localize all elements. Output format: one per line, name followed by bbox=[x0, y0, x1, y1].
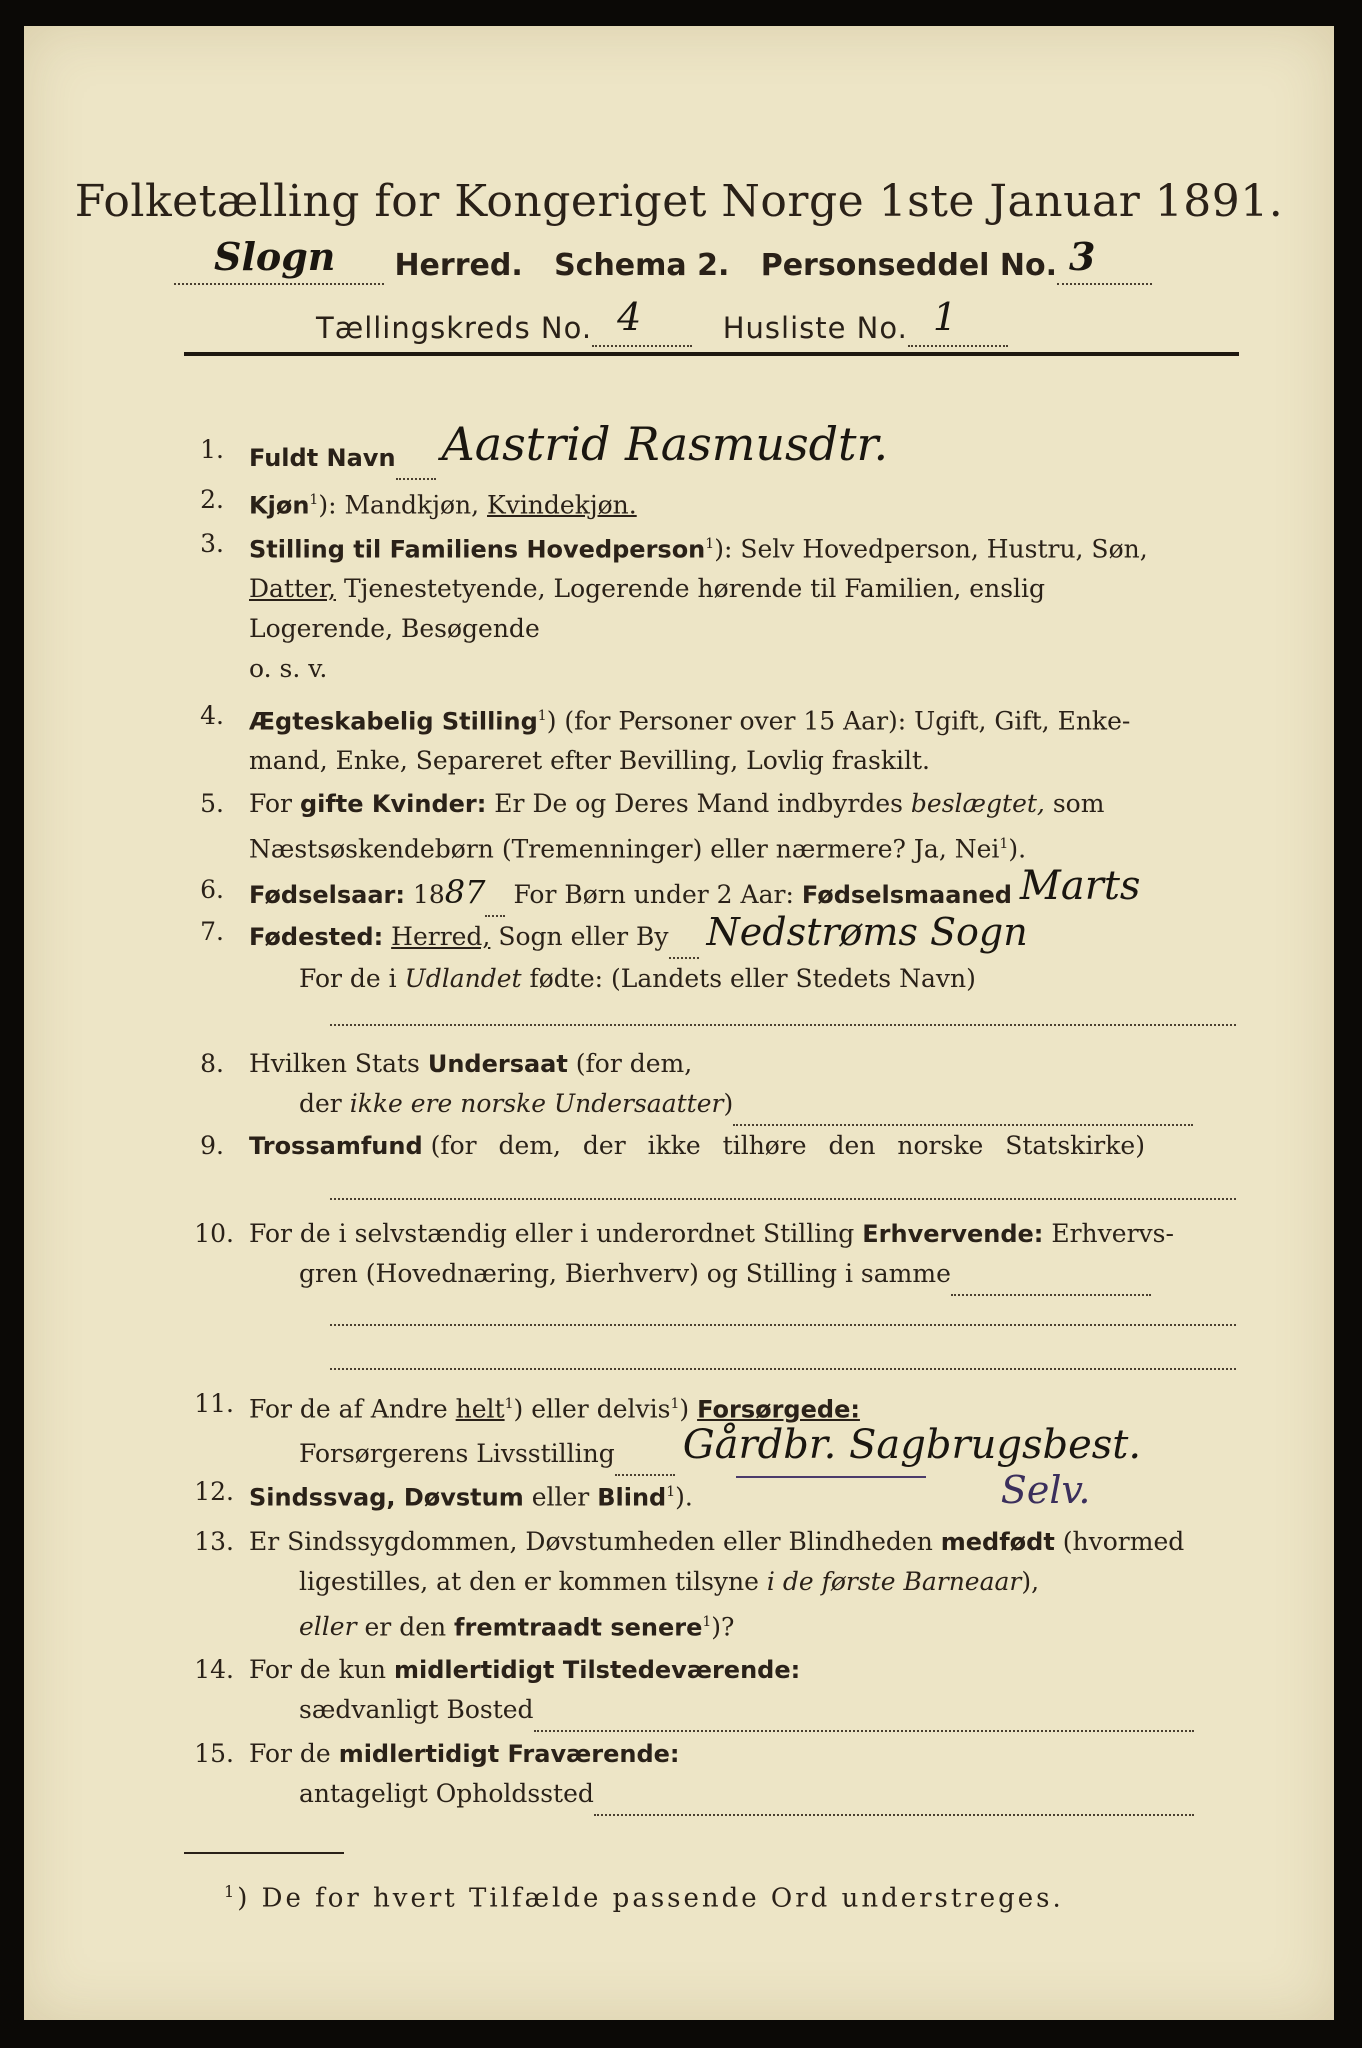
q12-label: Sindssvag, Døvstum bbox=[249, 1483, 524, 1512]
q4-label: Ægteskabelig Stilling bbox=[249, 707, 538, 736]
herred-value: Slogn bbox=[214, 234, 336, 279]
header-rule bbox=[184, 352, 1239, 356]
q9-text: (for dem, der ikke tilhøre den norske Statskirke) bbox=[430, 1131, 1145, 1160]
q6-year-prefix: 18 bbox=[412, 880, 445, 909]
q13-text2-italic: i de første Barneaar bbox=[766, 1567, 1022, 1596]
herred-label: Herred. bbox=[394, 248, 523, 283]
q3-number: 3. bbox=[200, 529, 224, 558]
q8-text2-italic: ikke ere norske Undersaatter bbox=[349, 1089, 724, 1118]
q2-number: 2. bbox=[200, 485, 224, 514]
q11-text-a: For de af Andre bbox=[249, 1394, 448, 1424]
q12-answer: Selv. bbox=[1000, 1468, 1091, 1513]
q2-text: ): Mandkjøn, bbox=[318, 490, 480, 520]
q11-footnote-mark-2: 1 bbox=[670, 1396, 680, 1412]
q5-text-som: som bbox=[1052, 789, 1105, 818]
q5-number: 5. bbox=[200, 789, 224, 818]
q15-text-a: For de bbox=[249, 1739, 331, 1768]
q1-number: 1. bbox=[200, 435, 224, 464]
q1-label: Fuldt Navn bbox=[249, 444, 396, 472]
q5-label: gifte Kvinder: bbox=[299, 790, 487, 818]
q7-text2-c: fødte: (Landets eller Stedets Navn) bbox=[529, 964, 976, 993]
q14-text-a: For de kun bbox=[249, 1655, 387, 1684]
q3-label: Stilling til Familiens Hovedperson bbox=[249, 535, 706, 564]
q13-number: 13. bbox=[194, 1527, 234, 1556]
q11-label: Forsørgede: bbox=[697, 1395, 860, 1424]
q10-text-a: For de i selvstændig eller i underordnet Stilling bbox=[249, 1219, 855, 1248]
q2-option-kvindekjon: Kvindekjøn. bbox=[487, 490, 637, 520]
q3-footnote-mark: 1 bbox=[705, 536, 715, 552]
q4-footnote-mark: 1 bbox=[537, 708, 547, 724]
q4-text-line2: mand, Enke, Separeret efter Bevilling, Lovlig fraskilt. bbox=[249, 746, 930, 776]
footnote-text: ) De for hvert Tilfælde passende Ord understreges. bbox=[237, 1883, 1064, 1914]
q3-text-line3: Logerende, Besøgende bbox=[249, 614, 540, 644]
personseddel-value: 3 bbox=[1069, 234, 1096, 279]
q7-answer-birthplace: Nedstrøms Sogn bbox=[706, 910, 1028, 954]
q15-text-line2: antageligt Opholdssted bbox=[299, 1779, 594, 1808]
q6-year-value: 87 bbox=[444, 873, 486, 911]
q14-number: 14. bbox=[194, 1655, 234, 1684]
q13-text2-a: ligestilles, at den er kommen tilsyne bbox=[299, 1567, 759, 1596]
q4-number: 4. bbox=[200, 701, 224, 730]
footnote bbox=[224, 1882, 1064, 1914]
q11-text-c: ) bbox=[679, 1394, 690, 1424]
q13-label-fremtraadt: fremtraadt senere bbox=[454, 1613, 703, 1642]
q10-text-b: Erhvervs- bbox=[1051, 1219, 1174, 1248]
q11-text-b: ) eller delvis bbox=[513, 1394, 671, 1424]
q11-number: 11. bbox=[194, 1389, 234, 1418]
q8-text2-c: ) bbox=[723, 1089, 734, 1118]
q1-answer-name: Aastrid Rasmusdtr. bbox=[441, 417, 889, 471]
q12-text: eller bbox=[531, 1482, 590, 1512]
q6-number: 6. bbox=[200, 875, 224, 904]
q4-text-line1: ) (for Personer over 15 Aar): Ugift, Gift, Enke- bbox=[546, 706, 1131, 736]
q10-blank-line-1 bbox=[330, 1324, 1236, 1326]
q6-label: Fødselsaar: bbox=[249, 881, 405, 909]
q13-text3-c: )? bbox=[711, 1612, 735, 1642]
q12-number: 12. bbox=[194, 1477, 234, 1506]
q13-text-b: (hvormed bbox=[1062, 1527, 1185, 1556]
herred-line bbox=[174, 234, 1152, 285]
q12-footnote-mark: 1 bbox=[666, 1484, 676, 1500]
q10-blank-line-2 bbox=[330, 1368, 1236, 1370]
kreds-line bbox=[316, 295, 1008, 347]
q11-option-helt: helt bbox=[455, 1394, 505, 1424]
q10-label: Erhvervende: bbox=[862, 1220, 1044, 1248]
q5-text-beslaegtet: beslægtet, bbox=[910, 789, 1045, 818]
q15-number: 15. bbox=[194, 1739, 234, 1768]
q13-text3-b: er den bbox=[364, 1612, 447, 1642]
q5-footnote-mark: 1 bbox=[999, 836, 1009, 852]
q10-text-line2: gren (Hovednæring, Bierhverv) og Stilling i samme bbox=[299, 1259, 951, 1288]
q14-text-line2: sædvanligt Bosted bbox=[299, 1695, 534, 1724]
q14-label: midlertidigt Tilstedeværende: bbox=[393, 1656, 801, 1684]
q13-text3-eller: eller bbox=[299, 1612, 357, 1642]
q7-label: Fødested: bbox=[249, 923, 384, 951]
q7-text2-udlandet: Udlandet bbox=[404, 964, 522, 993]
q7-number: 7. bbox=[200, 917, 224, 946]
q7-blank-line bbox=[330, 1024, 1236, 1026]
husliste-label: Husliste No. bbox=[722, 311, 908, 345]
q11-text-line2: Forsørgerens Livsstilling bbox=[299, 1439, 615, 1469]
q5-text-end: ). bbox=[1008, 834, 1027, 864]
q8-text-b: (for dem, bbox=[575, 1049, 693, 1078]
q7-option-herred: Herred, bbox=[391, 922, 491, 951]
q9-label: Trossamfund bbox=[249, 1132, 423, 1160]
q5-text-line2: Næstsøskendebørn (Tremenninger) eller nærmere? Ja, Nei bbox=[249, 834, 1000, 864]
q3-text-line4: o. s. v. bbox=[249, 654, 328, 684]
q6-text: For Børn under 2 Aar: bbox=[513, 880, 794, 909]
q9-blank-line bbox=[330, 1198, 1236, 1200]
q7-text2-a: For de i bbox=[299, 964, 397, 993]
q3-text-line1: ): Selv Hovedperson, Hustru, Søn, bbox=[714, 534, 1148, 564]
q8-text-a: Hvilken Stats bbox=[249, 1049, 420, 1078]
q3-option-datter: Datter, bbox=[249, 574, 336, 604]
q7-text: Sogn eller By bbox=[498, 922, 669, 951]
q15-label: midlertidigt Fraværende: bbox=[338, 1740, 680, 1768]
q10-number: 10. bbox=[194, 1219, 234, 1248]
personseddel-label: Personseddel No. bbox=[760, 248, 1058, 283]
q2-label: Kjøn bbox=[249, 491, 310, 520]
husliste-value: 1 bbox=[932, 295, 958, 339]
form-title: Folketælling for Kongeriget Norge 1ste Januar 1891. bbox=[74, 176, 1284, 227]
q8-text2-a: der bbox=[299, 1089, 342, 1118]
q13-label: medfødt bbox=[940, 1528, 1055, 1556]
q9-number: 9. bbox=[200, 1131, 224, 1160]
q12-end: ). bbox=[675, 1482, 693, 1512]
footnote-rule bbox=[184, 1852, 344, 1854]
kreds-value: 4 bbox=[617, 295, 643, 339]
q2-footnote-mark: 1 bbox=[309, 492, 319, 508]
census-form-sheet bbox=[24, 26, 1334, 2020]
q6-month-value: Marts bbox=[1019, 863, 1141, 909]
q13-text2-c: ), bbox=[1021, 1567, 1040, 1596]
q12-label-blind: Blind bbox=[597, 1483, 667, 1512]
q3-text-line2: Tjenestetyende, Logerende hørende til Familien, enslig bbox=[343, 574, 1046, 604]
q11-footnote-mark: 1 bbox=[504, 1396, 514, 1412]
q13-footnote-mark: 1 bbox=[702, 1614, 712, 1630]
q5-label-prefix: For bbox=[249, 789, 292, 818]
q11-answer-occupation: Gårdbr. Sagbrugsbest. bbox=[682, 1422, 1142, 1469]
schema-label: Schema 2. bbox=[554, 248, 730, 283]
kreds-label: Tællingskreds No. bbox=[316, 311, 593, 345]
q5-text-a: Er De og Deres Mand indbyrdes bbox=[494, 789, 903, 818]
q8-label: Undersaat bbox=[427, 1050, 568, 1078]
footnote-mark: 1 bbox=[224, 1882, 238, 1901]
q6-label-month: Fødselsmaaned bbox=[801, 881, 1012, 909]
q8-number: 8. bbox=[200, 1049, 224, 1078]
q13-text-a: Er Sindssygdommen, Døvstumheden eller Blindheden bbox=[249, 1527, 933, 1556]
